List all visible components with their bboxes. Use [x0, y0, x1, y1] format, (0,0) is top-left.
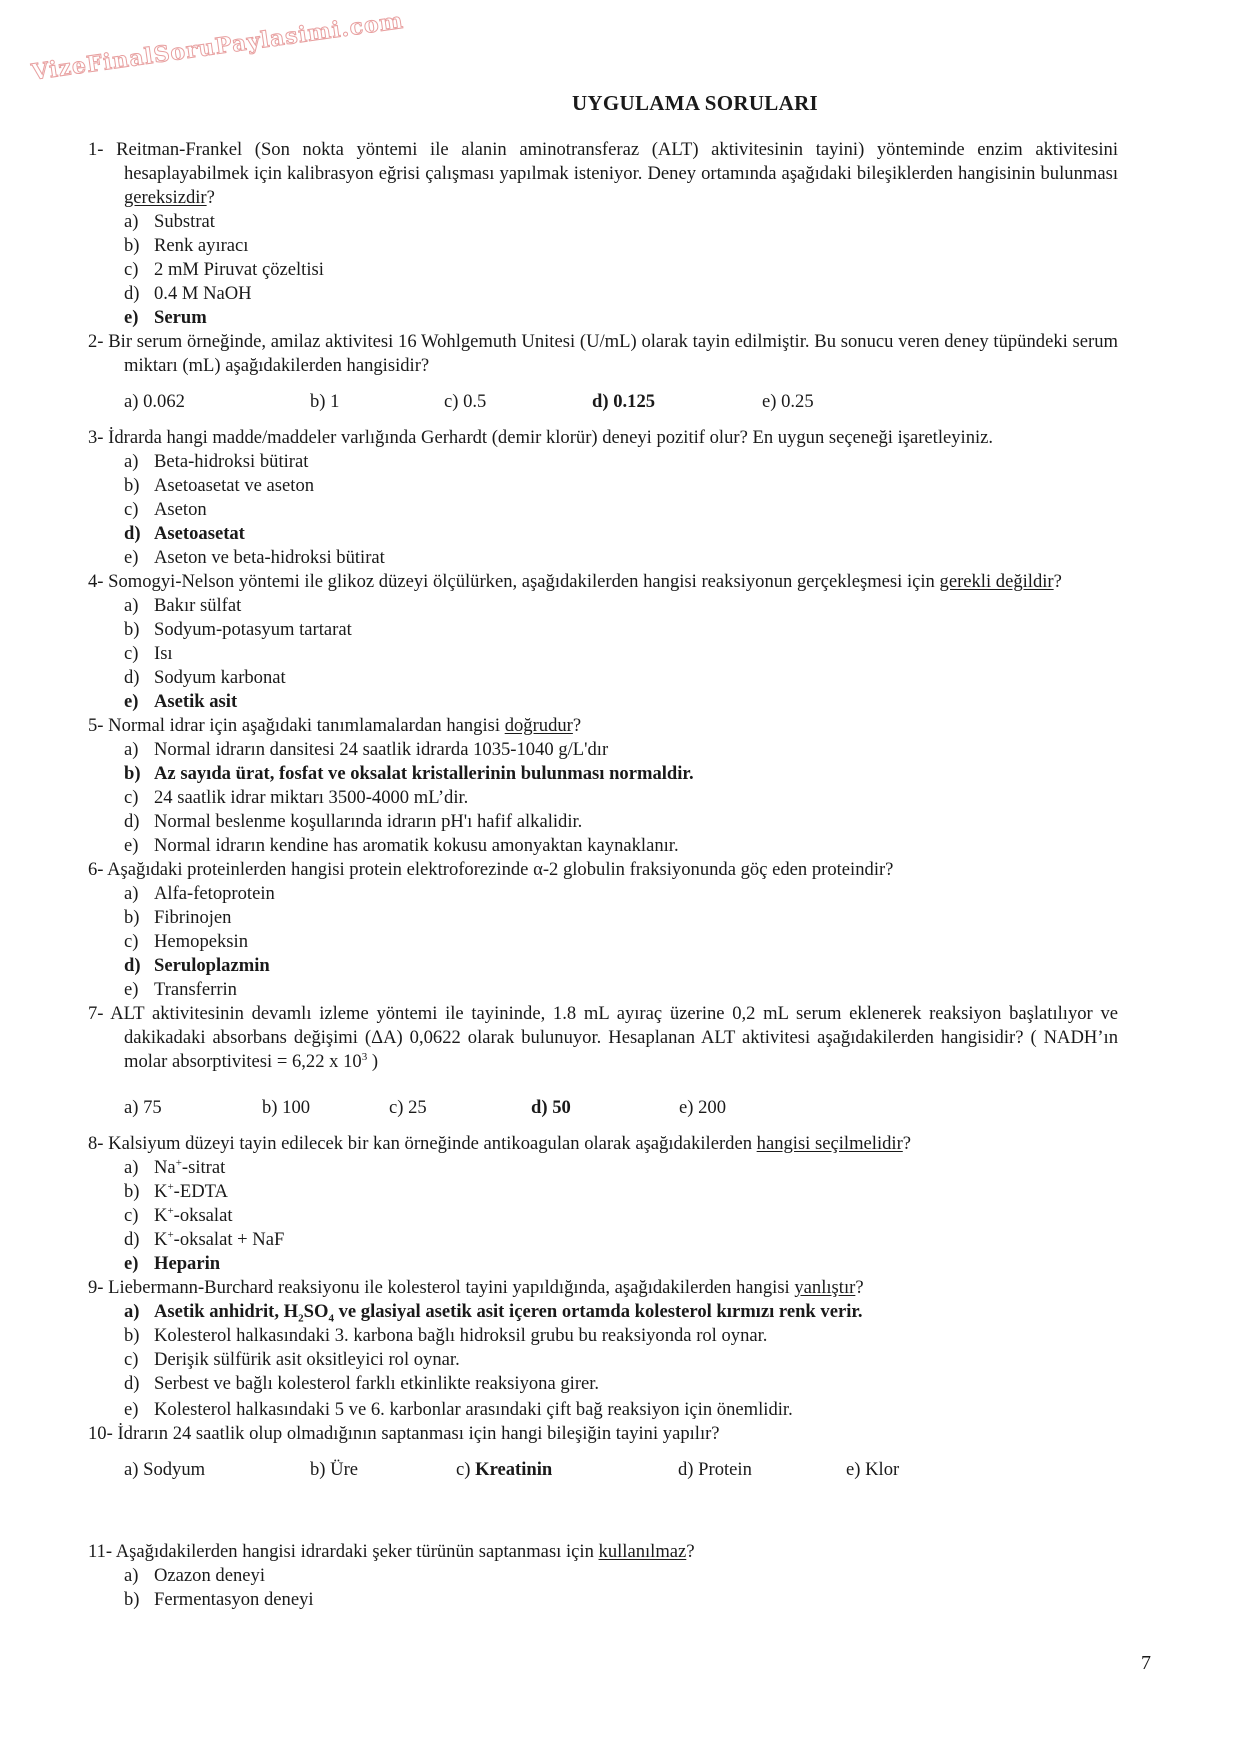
option-d-correct: d) Asetoasetat	[124, 523, 245, 544]
option-a: a) Bakır sülfat	[124, 595, 242, 616]
option-e-correct: e) Asetik asit	[124, 691, 238, 712]
option-e: e) Klor	[846, 1459, 900, 1480]
option-a: a) Ozazon deneyi	[124, 1565, 265, 1586]
question-8	[88, 1132, 1118, 1276]
emphasis: doğrudur	[504, 715, 573, 736]
option-d-correct: d) Seruloplazmin	[124, 955, 270, 976]
option-a: a) Normal idrarın dansitesi 24 saatlik idrarda 1035-1040 g/L'dır	[124, 739, 609, 760]
option-c: c) 2 mM Piruvat çözeltisi	[124, 259, 324, 280]
option-d: d) Protein	[678, 1459, 752, 1480]
emphasis: yanlıştır	[794, 1277, 856, 1298]
option-e: e) 200	[679, 1097, 726, 1118]
question-stem: 10- İdrarın 24 saatlik olup olmadığının saptanması için hangi bileşiğin tayini yapılır?	[88, 1423, 720, 1444]
emphasis: gerekli değildir	[939, 571, 1054, 592]
option-e: e) Transferrin	[124, 979, 237, 1000]
option-e: e) 0.25	[762, 391, 814, 412]
inline-options	[88, 1096, 1118, 1120]
question-1	[88, 138, 1118, 330]
option-a-correct: a) Asetik anhidrit, $H_2SO_4$ ve glasiyal asetik asit içeren ortamda kolesterol kırmızı renk verir.	[124, 1301, 863, 1325]
question-stem: 1- Reitman-Frankel (Son nokta yöntemi ile alanin aminotransferaz (ALT) aktivitesinin tayini) yönteminde enzim aktivitesini hesaplayabilmek için kalibrasyon eğrisi çalışması yapılmak isteniyor. Deney ortamında aşağıdaki bileşiklerden hangisinin bulunması gereksizdir?	[88, 139, 1118, 208]
option-d-correct: d) 50	[531, 1097, 571, 1118]
option-e-correct: e) Heparin	[124, 1253, 221, 1274]
option-a: a) 75	[124, 1097, 162, 1118]
question-10	[88, 1422, 1118, 1540]
option-b: b) Fibrinojen	[124, 907, 232, 928]
option-c-correct: c) Kreatinin	[456, 1459, 553, 1480]
question-stem: 8- Kalsiyum düzeyi tayin edilecek bir kan örneğinde antikoagulan olarak aşağıdakilerden hangisi seçilmelidir?	[88, 1133, 912, 1154]
question-stem: 3- İdrarda hangi madde/maddeler varlığında Gerhardt (demir klorür) deneyi pozitif olur? En uygun seçeneği işaretleyiniz.	[88, 427, 994, 448]
option-d: d) Normal beslenme koşullarında idrarın pH'ı hafif alkalidir.	[124, 811, 583, 832]
question-stem: 5- Normal idrar için aşağıdaki tanımlamalardan hangisi doğrudur?	[88, 715, 582, 736]
option-d-correct: d) 0.125	[592, 391, 656, 412]
emphasis: hangisi seçilmelidir	[756, 1133, 903, 1154]
question-stem: 2- Bir serum örneğinde, amilaz aktivitesi 16 Wohlgemuth Unitesi (U/mL) olarak tayin edilmiştir. Bu sonucu veren deney tüpündeki serum miktarı (mL) aşağıdakilerden hangisidir?	[88, 331, 1118, 376]
question-3	[88, 426, 1118, 570]
option-c: c) 25	[389, 1097, 427, 1118]
question-stem: 9- Liebermann-Burchard reaksiyonu ile kolesterol tayini yapıldığında, aşağıdakilerden hangisi yanlıştır?	[88, 1277, 864, 1298]
question-5	[88, 714, 1118, 858]
option-a: a) Na+-sitrat	[124, 1156, 226, 1178]
option-c: c) 0.5	[444, 391, 487, 412]
question-11	[88, 1540, 1118, 1612]
option-b: b) Sodyum-potasyum tartarat	[124, 619, 352, 640]
option-b-correct: b) Az sayıda ürat, fosfat ve oksalat kristallerinin bulunması normaldir.	[124, 763, 694, 784]
question-4	[88, 570, 1118, 714]
option-d: d) Sodyum karbonat	[124, 667, 286, 688]
inline-options	[88, 390, 1118, 414]
question-2	[88, 330, 1118, 426]
page-number: 7	[1141, 1652, 1151, 1674]
option-b: b) Fermentasyon deneyi	[124, 1589, 314, 1610]
question-list	[88, 138, 1118, 1612]
question-9	[88, 1276, 1118, 1422]
emphasis: gereksizdir	[124, 187, 207, 208]
option-c: c) Derişik sülfürik asit oksitleyici rol oynar.	[124, 1349, 460, 1370]
option-e-correct: e) Serum	[124, 307, 207, 328]
question-stem: 7- ALT aktivitesinin devamlı izleme yöntemi ile tayininde, 1.8 mL ayıraç üzerine 0,2 mL serum eklenerek reaksiyon başlatılıyor ve dakikadaki absorbans değişimi (ΔA) 0,0622 olarak bulunuyor. Hesaplanan ALT aktivitesi aşağıdakilerden hangisidir? ( NADH’ın molar absorptivitesi = 6,22 x $10^3$ )	[88, 1003, 1119, 1072]
option-c: c) 24 saatlik idrar miktarı 3500-4000 mL’dir.	[124, 787, 469, 808]
option-d: d) Serbest ve bağlı kolesterol farklı etkinlikte reaksiyona girer.	[124, 1373, 600, 1394]
option-b: b) Asetoasetat ve aseton	[124, 475, 315, 496]
watermark: VizeFinalSoruPaylasimi.com	[30, 7, 406, 86]
option-d: d) 0.4 M NaOH	[124, 283, 252, 304]
option-b: b) Üre	[310, 1459, 359, 1480]
page-title: UYGULAMA SORULARI	[571, 91, 819, 115]
question-stem: 4- Somogyi-Nelson yöntemi ile glikoz düzeyi ölçülürken, aşağıdakilerden hangisi reaksiyonun gerçekleşmesi için gerekli değildir?	[88, 571, 1062, 592]
inline-options	[88, 1458, 1118, 1482]
option-a: a) Alfa-fetoprotein	[124, 883, 275, 904]
question-stem: 11- Aşağıdakilerden hangisi idrardaki şeker türünün saptanması için kullanılmaz?	[88, 1541, 695, 1562]
option-a: a) Sodyum	[124, 1459, 206, 1480]
option-c: c) Isı	[124, 643, 173, 664]
option-e: e) Normal idrarın kendine has aromatik kokusu amonyaktan kaynaklanır.	[124, 835, 679, 856]
exponent: 3	[361, 1050, 368, 1063]
emphasis: kullanılmaz	[598, 1541, 687, 1562]
option-a: a) Substrat	[124, 211, 215, 232]
option-b: b) K+-EDTA	[124, 1180, 228, 1202]
option-c: c) Hemopeksin	[124, 931, 248, 952]
option-b: b) Kolesterol halkasındaki 3. karbona bağlı hidroksil grubu bu reaksiyonda rol oynar.	[124, 1325, 768, 1346]
option-b: b) 100	[262, 1097, 311, 1118]
option-b: b) 1	[310, 391, 340, 412]
option-a: a) Beta-hidroksi bütirat	[124, 451, 309, 472]
option-c: c) Aseton	[124, 499, 207, 520]
question-7	[88, 1002, 1118, 1132]
question-6	[88, 858, 1118, 1002]
option-a: a) 0.062	[124, 391, 185, 412]
question-stem: 6- Aşağıdaki proteinlerden hangisi protein elektroforezinde α-2 globulin fraksiyonunda göç eden proteindir?	[88, 859, 894, 880]
option-c: c) K+-oksalat	[124, 1204, 233, 1226]
option-d: d) K+-oksalat + NaF	[124, 1228, 285, 1250]
option-e: e) Aseton ve beta-hidroksi bütirat	[124, 547, 385, 568]
option-b: b) Renk ayıracı	[124, 235, 249, 256]
option-e: e) Kolesterol halkasındaki 5 ve 6. karbonlar arasındaki çift bağ reaksiyon için önemlidir.	[124, 1399, 793, 1420]
